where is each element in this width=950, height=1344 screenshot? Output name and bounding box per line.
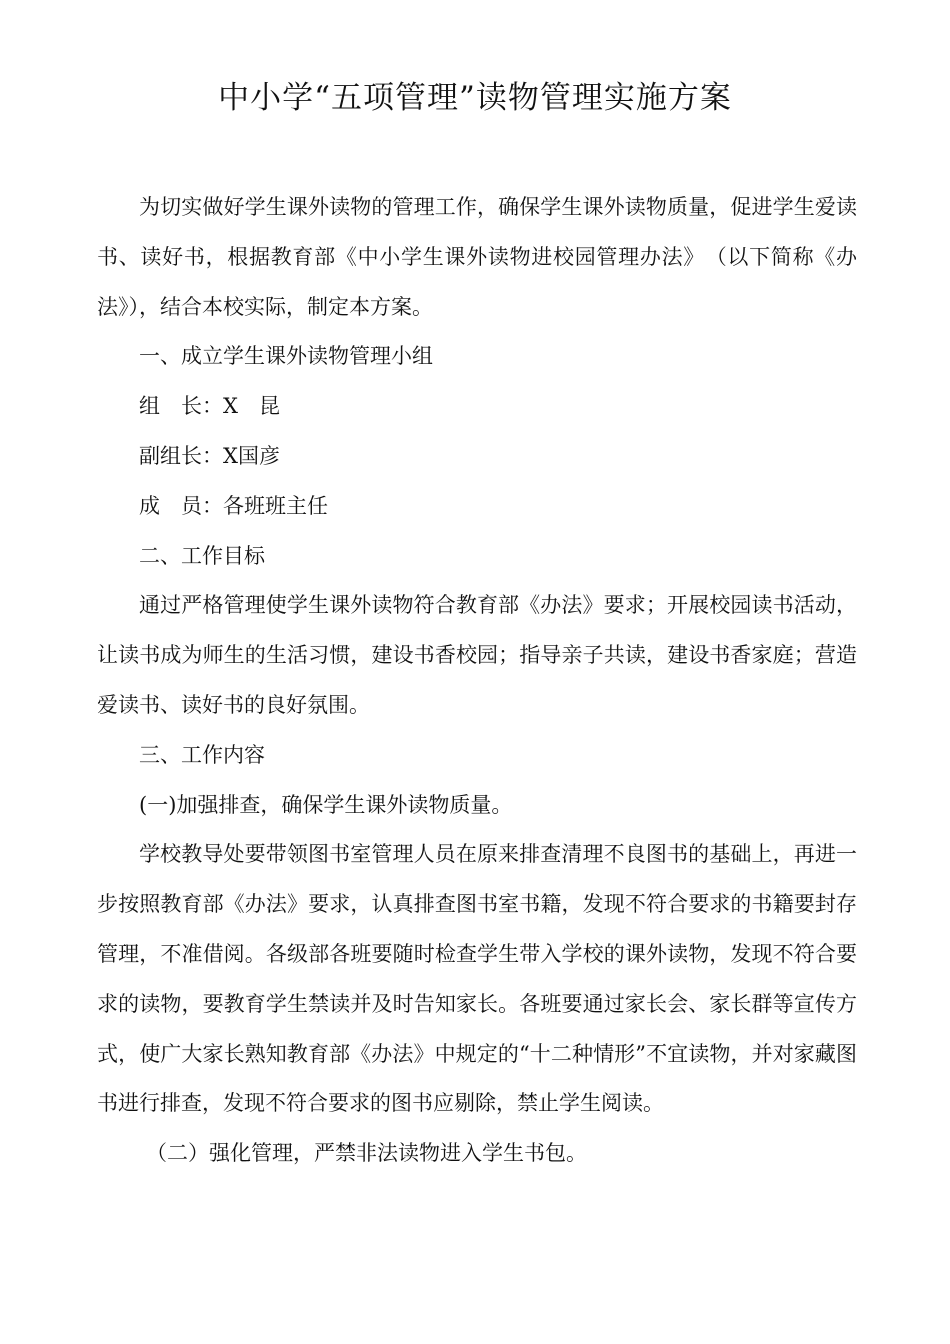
heading-section-1: 一、成立学生课外读物管理小组 bbox=[139, 344, 433, 369]
paragraph-intro: 为切实做好学生课外读物的管理工作，确保学生课外读物质量，促进学生爱读书、读好书，根据教育部《中小学生课外读物进校园管理办法》 （以下简称《办法》），结合本校实际，制定本方案。 bbox=[97, 195, 857, 319]
group-leader-line: 组 长：X 昆 bbox=[139, 394, 280, 419]
subheading-2: （二）强化管理，严禁非法读物进入学生书包。 bbox=[146, 1141, 587, 1166]
heading-section-3: 三、工作内容 bbox=[139, 742, 265, 767]
subheading-1: (一)加强排查，确保学生课外读物质量。 bbox=[139, 792, 513, 817]
deputy-leader-line: 副组长：X国彦 bbox=[139, 443, 280, 468]
paragraph-goals: 通过严格管理使学生课外读物符合教育部《办法》要求；开展校园读书活动，让读书成为师生的生活习惯，建设书香校园；指导亲子共读，建设书香家庭；营造爱读书、读好书的良好氛围。 bbox=[97, 593, 857, 717]
members-line: 成 员：各班班主任 bbox=[139, 493, 328, 518]
heading-section-2: 二、工作目标 bbox=[139, 543, 265, 568]
paragraph-inspection: 学校教导处要带领图书室管理人员在原来排查清理不良图书的基础上，再进一步按照教育部《办法》要求，认真排查图书室书籍，发现不符合要求的书籍要封存管理，不准借阅。各级部各班要随时检查学生带入学校的课外读物，发现不符合要求的读物，要教育学生禁读并及时告知家长。各班要通过家长会、家长群等宣传方式，使广大家长熟知教育部《办法》中规定的“十二种情形”不宜读物，并对家藏图书进行排查，发现不符合要求的图书应剔除，禁止学生阅读。 bbox=[97, 842, 857, 1116]
document-title: 中小学“五项管理”读物管理实施方案 bbox=[218, 80, 732, 116]
document-body bbox=[97, 183, 857, 1179]
